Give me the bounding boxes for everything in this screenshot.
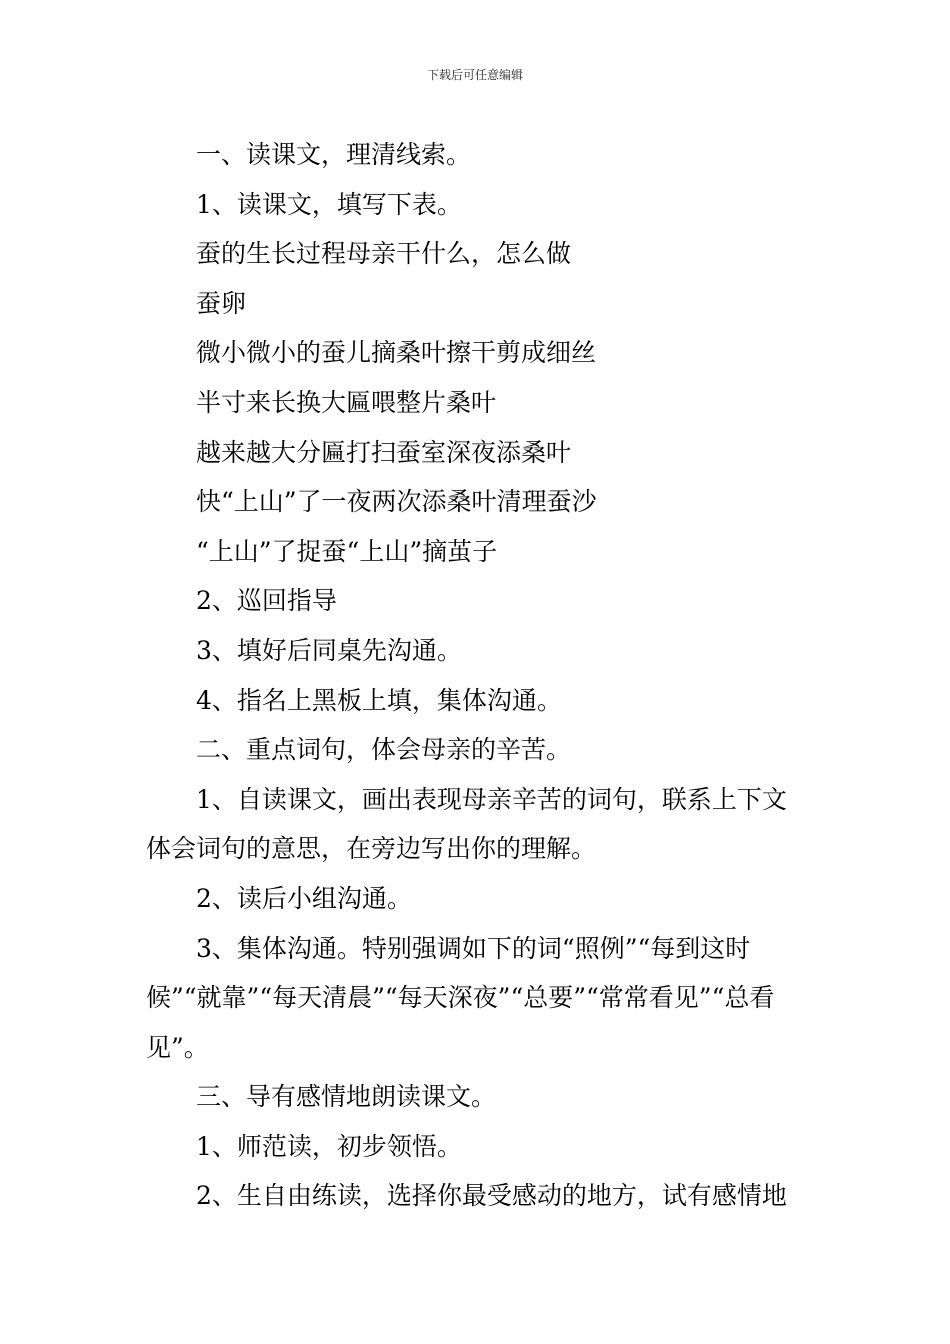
paragraph: 3、填好后同桌先沟通。: [196, 635, 462, 665]
paragraph: 3、集体沟通。特别强调如下的词“照例”“每到这时候”“就靠”“每天清晨”“每天深夜”“总要”“常常看见”“总看见”。: [146, 933, 775, 1062]
paragraph: 1、读课文，填写下表。: [196, 189, 462, 219]
paragraph: 微小微小的蚕儿摘桑叶擦干剪成细丝: [196, 338, 597, 368]
paragraph: 1、师范读，初步领悟。: [196, 1131, 462, 1161]
paragraph: 4、指名上黑板上填，集体沟通。: [196, 685, 562, 715]
paragraph: 一、读课文，理清线索。: [196, 140, 472, 169]
paragraph: 二、重点词句，体会母亲的辛苦。: [196, 735, 572, 765]
paragraph: 蚕的生长过程母亲干什么，怎么做: [196, 239, 572, 269]
paragraph: 1、自读课文，画出表现母亲辛苦的词句，联系上下文体会词句的意思，在旁边写出你的理解。: [146, 784, 787, 864]
paragraph: 2、读后小组沟通。: [196, 883, 412, 913]
paragraph: 半寸来长换大匾喂整片桑叶: [196, 387, 497, 417]
paragraph: 蚕卵: [196, 288, 247, 318]
page-header: 下载后可任意编辑: [426, 68, 523, 82]
paragraph: “上山”了捉蚕“上山”摘茧子: [196, 536, 498, 566]
paragraph: 2、生自由练读，选择你最受感动的地方，试有感情地: [196, 1181, 787, 1211]
document-body: [146, 130, 810, 1221]
paragraph: 三、导有感情地朗读课文。: [196, 1082, 497, 1112]
paragraph: 快“上山”了一夜两次添桑叶清理蚕沙: [196, 487, 597, 517]
paragraph: 2、巡回指导: [196, 586, 337, 616]
paragraph: 越来越大分匾打扫蚕室深夜添桑叶: [196, 437, 572, 467]
